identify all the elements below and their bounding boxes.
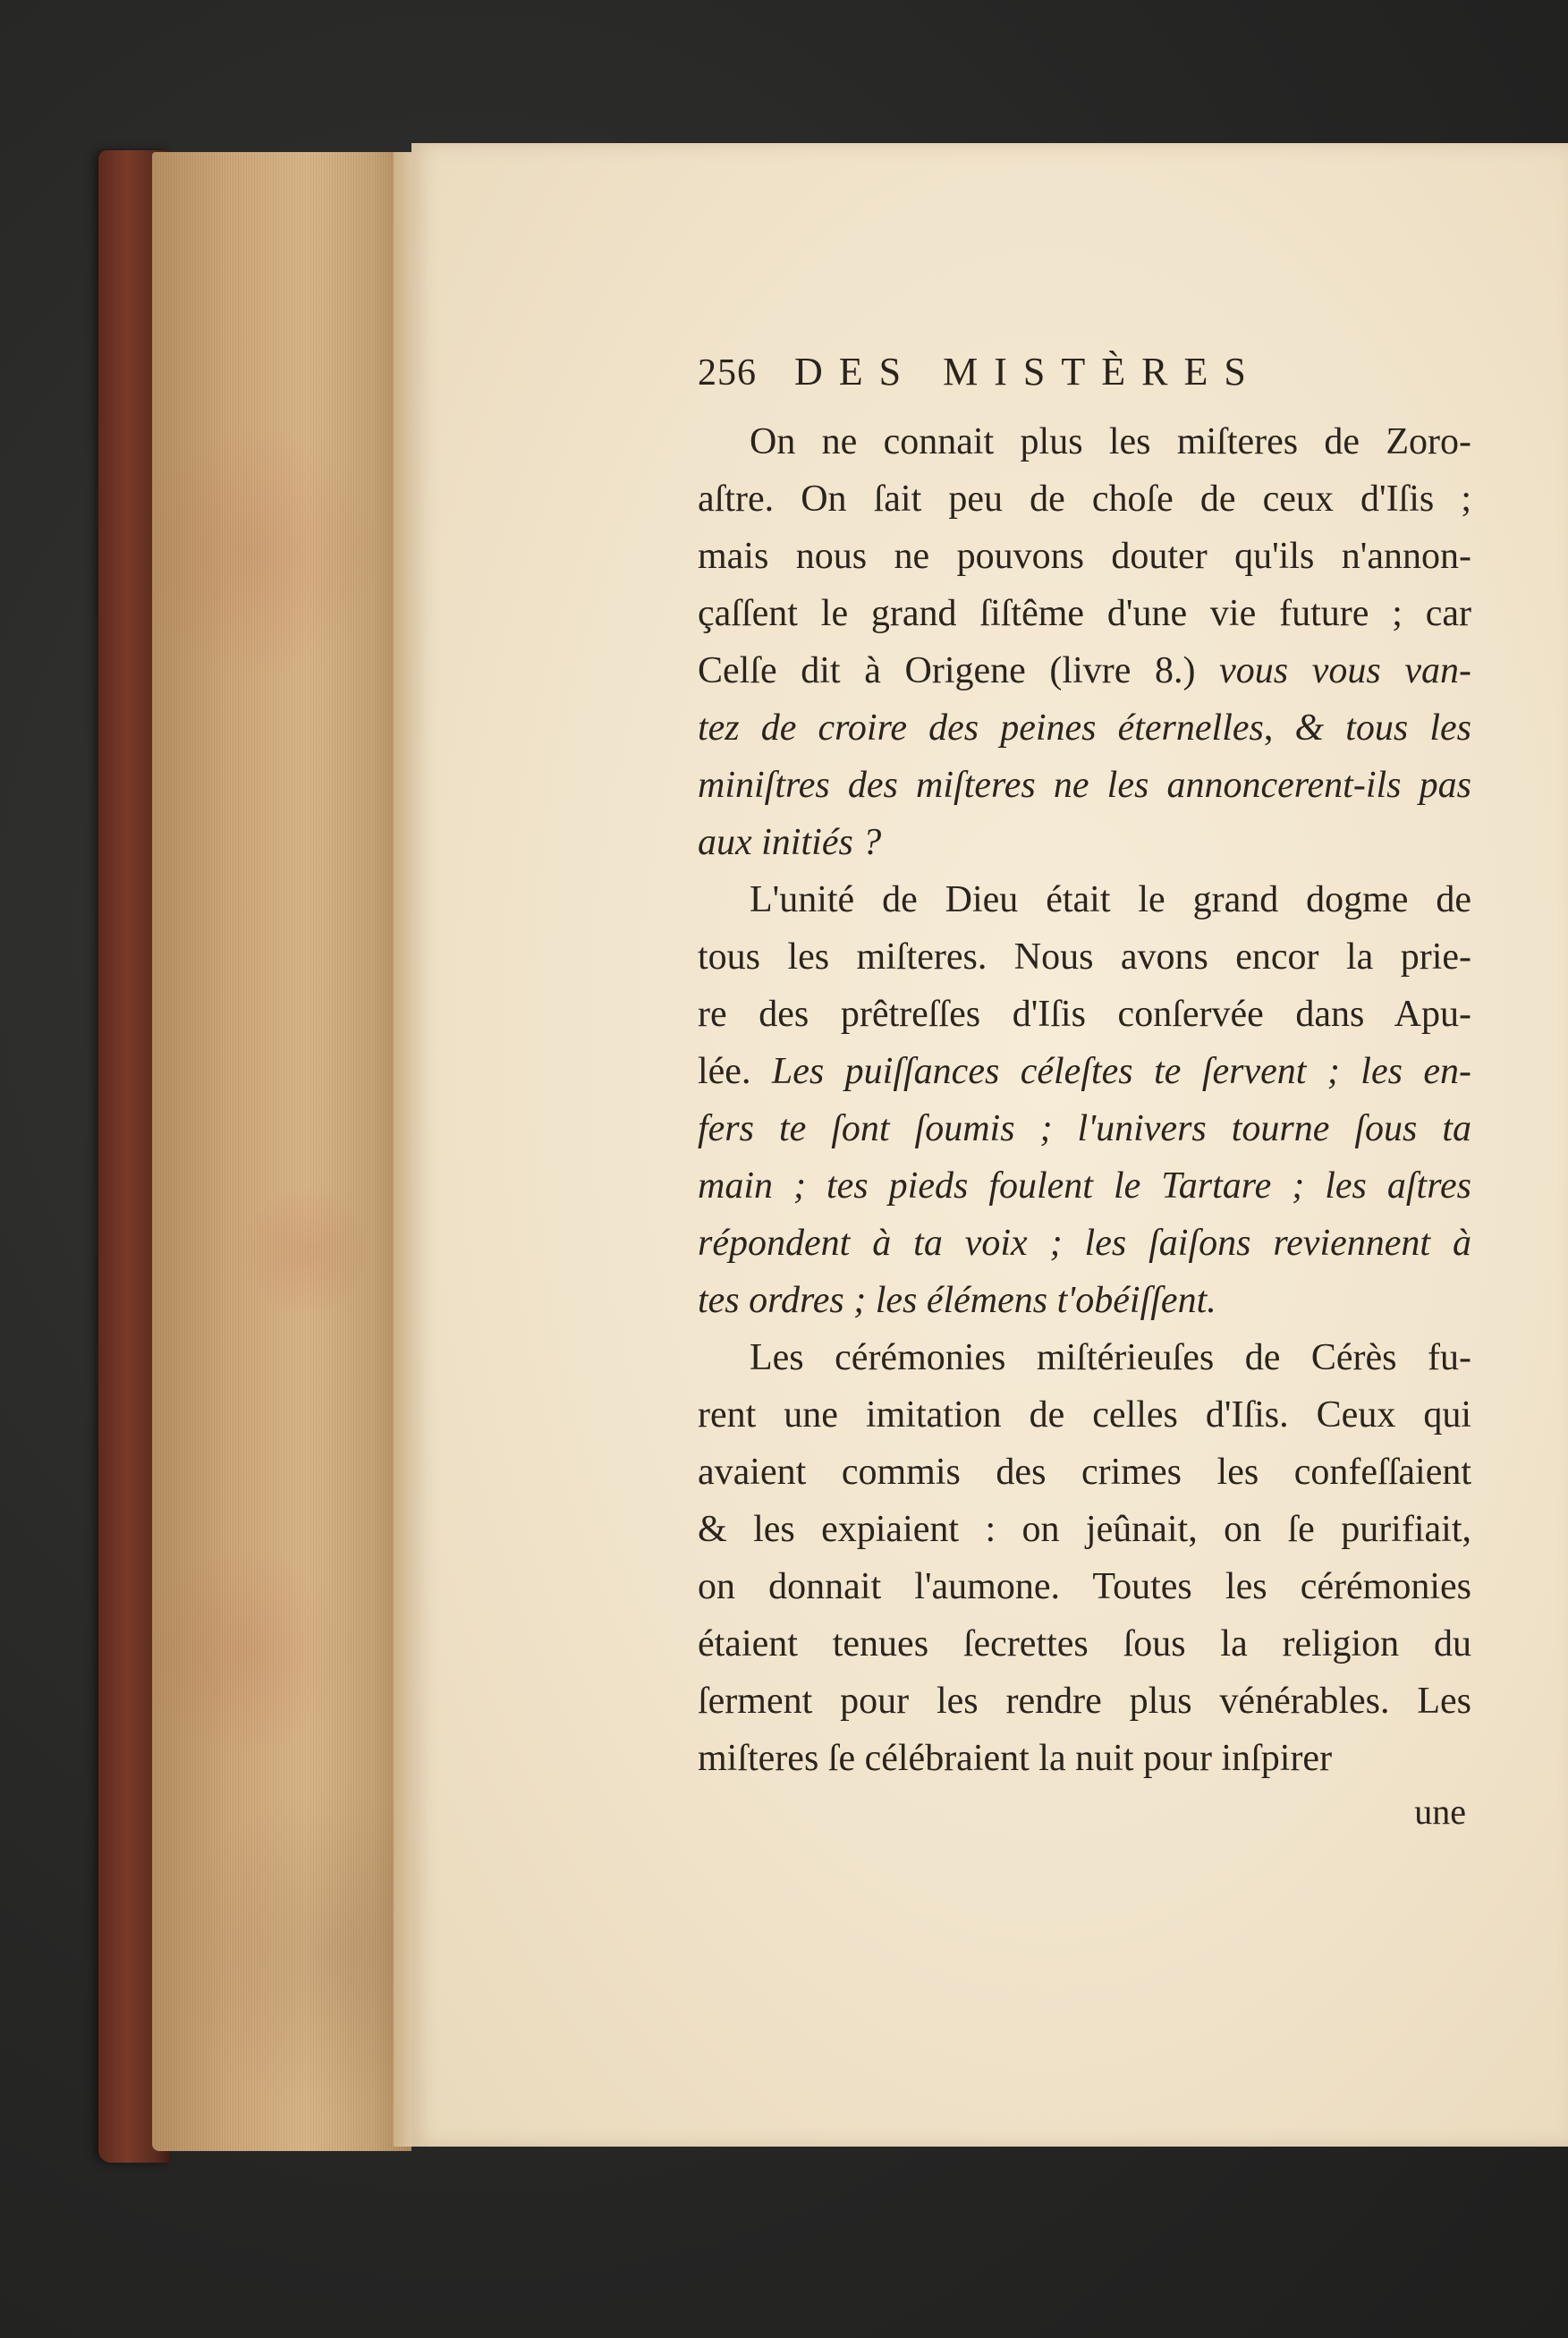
paragraph (698, 1329, 1471, 1787)
text-line (698, 585, 1471, 642)
paragraph (698, 871, 1471, 1329)
page-fore-edge (152, 152, 411, 2151)
text-line (698, 1558, 1471, 1615)
roman-text: L'unité de Dieu était le grand dogme de (750, 879, 1471, 920)
roman-text: re des prêtreſſes d'Iſis conſervée dans Apu- (698, 994, 1471, 1035)
text-line (698, 470, 1471, 528)
roman-text: Les cérémonies miſtérieuſes de Cérès fu- (750, 1337, 1471, 1378)
text-line (698, 928, 1471, 986)
roman-text: tous les miſteres. Nous avons encor la prie- (698, 936, 1471, 978)
italic-text: miniſtres des miſteres ne les annoncerent-ils pas (698, 765, 1471, 806)
roman-text: étaient tenues ſecrettes ſous la religion du (698, 1623, 1471, 1665)
roman-text: & les expiaient : on jeûnait, on ſe purifiait, (698, 1509, 1471, 1550)
text-line (698, 1157, 1471, 1215)
text-line (698, 1100, 1471, 1157)
paragraph (698, 413, 1471, 871)
text-line (698, 1386, 1471, 1444)
text-line (698, 1501, 1471, 1558)
italic-text: & tous les (1294, 707, 1472, 749)
text-line (698, 528, 1471, 585)
roman-text: On ne connait plus les miſteres de Zoro- (750, 421, 1471, 462)
italic-text: tez de croire des peines éternelles (698, 707, 1264, 749)
roman-text: , (1263, 707, 1295, 749)
roman-text: ſerment pour les rendre plus vénérables. Les (698, 1681, 1471, 1722)
text-line (698, 1215, 1471, 1272)
roman-text: miſteres ſe célébraient la nuit pour inſpirer (698, 1738, 1333, 1779)
text-line (698, 642, 1471, 699)
header-title: DES MISTÈRES (794, 350, 1262, 394)
roman-text: avaient commis des crimes les confeſſaient (698, 1452, 1471, 1493)
text-line (698, 699, 1471, 757)
text-line (698, 1444, 1471, 1501)
text-line (698, 1615, 1471, 1673)
body-text (698, 413, 1471, 1787)
text-line (698, 871, 1471, 928)
italic-text: tes ordres ; les élémens t'obéiſſent. (698, 1280, 1216, 1321)
roman-text: Celſe dit à Origene (livre 8.) (698, 650, 1220, 691)
text-block (698, 349, 1471, 1833)
italic-text: Les puiſſances céleſtes te ſervent ; les en- (771, 1051, 1471, 1092)
roman-text: aſtre. On ſait peu de choſe de ceux d'Iſis ; (698, 479, 1471, 520)
roman-text: çaſſent le grand ſiſtême d'une vie future ; car (698, 593, 1471, 634)
text-line (698, 757, 1471, 814)
roman-text: on donnait l'aumone. Toutes les cérémonies (698, 1566, 1471, 1607)
text-line (698, 1272, 1471, 1329)
roman-text: rent une imitation de celles d'Iſis. Ceux qui (698, 1394, 1471, 1436)
text-line (698, 1730, 1471, 1787)
running-head (698, 349, 1471, 411)
italic-text: répondent à ta voix ; les ſaiſons reviennent à (698, 1223, 1471, 1264)
text-line (698, 413, 1471, 470)
roman-text: lée. (698, 1051, 772, 1092)
italic-text: main ; tes pieds foulent le Tartare ; les aſtres (698, 1165, 1471, 1207)
italic-text: fers te ſont ſoumis ; l'univers tourne ſous ta (698, 1108, 1471, 1149)
italic-text: vous vous van- (1219, 650, 1471, 691)
page-number: 256 (698, 352, 757, 394)
text-line (698, 1673, 1471, 1730)
catchword: une (1414, 1792, 1466, 1832)
text-line (698, 814, 1471, 871)
text-line (698, 1043, 1471, 1100)
italic-text: aux initiés ? (698, 822, 882, 863)
roman-text: mais nous ne pouvons douter qu'ils n'annon- (698, 536, 1471, 577)
text-line (698, 986, 1471, 1043)
text-line (698, 1329, 1471, 1386)
